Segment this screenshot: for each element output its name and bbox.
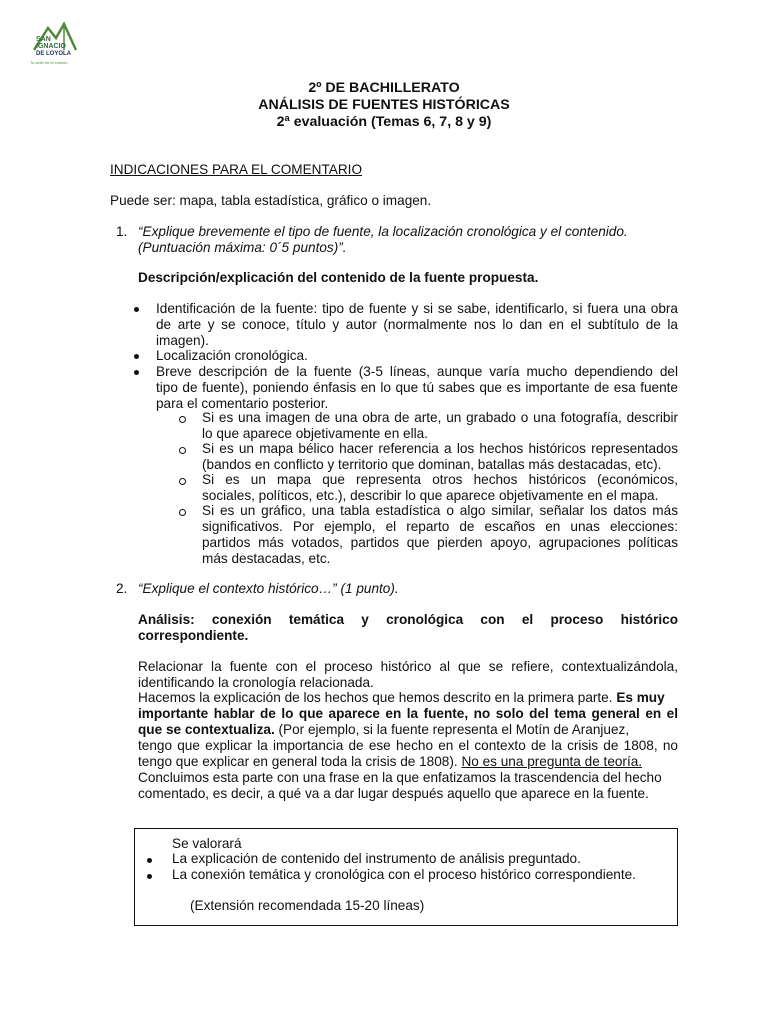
header-line-1: 2º DE BACHILLERATO (308, 80, 460, 96)
bullet-dot (147, 858, 152, 863)
sub4-line-4: más destacadas, etc. (202, 551, 331, 566)
bullet1-line-2: de arte y se conoce, título y autor (normalmente nos lo dan en el subtítulo de la (156, 317, 678, 332)
q1-number: 1. (116, 224, 128, 239)
school-logo (30, 20, 80, 65)
bullet3-line-1: Breve descripción de la fuente (3-5 líneas, aunque varía mucho dependiendo del (156, 364, 678, 379)
box-item-2: La conexión temática y cronológica con el proceso histórico correspondiente. (172, 867, 636, 882)
sub3-line-2: sociales, políticos, etc.), describir lo que aparece objetivamente en el mapa. (202, 488, 659, 503)
logo-tagline: Tu sello en el camino (30, 60, 68, 65)
header-line-2: ANÁLISIS DE FUENTES HISTÓRICAS (258, 97, 510, 113)
bullet3-line-3: para el comentario posterior. (156, 396, 329, 411)
sub-bullet-circle (179, 509, 186, 516)
q2-p2-line-5a: tengo que explicar en general toda la crisis de 1808). (138, 754, 458, 769)
sub1-line-2: lo que aparece objetivamente en ella. (202, 426, 428, 441)
box-item-1: La explicación de contenido del instrumento de análisis preguntado. (172, 851, 581, 866)
sub2-line-2: (bandos en conflicto y territorio que dominan, batallas más destacadas, etc). (202, 457, 662, 472)
box-title: Se valorará (172, 836, 242, 851)
q2-p1-line-2: identificando la cronología relacionada. (138, 675, 374, 690)
bullet2-line: Localización cronológica. (156, 348, 308, 363)
intro-text: Puede ser: mapa, tabla estadística, gráfico o imagen. (110, 193, 432, 208)
box-note: (Extensión recomendada 15-20 líneas) (190, 898, 425, 913)
q2-p2-line-5 (138, 754, 642, 770)
logo-text-1: SAN (36, 36, 51, 43)
bullet-dot (134, 370, 139, 375)
sub2-line-1: Si es un mapa bélico hacer referencia a los hechos históricos representados (202, 441, 678, 456)
sub-bullet-circle (179, 416, 186, 423)
q2-p2-line-1a: Hacemos la explicación de los hechos que hemos descrito en la primera parte. (138, 690, 613, 705)
logo-text-2: IGNACIO (36, 43, 66, 50)
bullet-dot (134, 354, 139, 359)
sub4-line-2: significativos. Por ejemplo, el reparto de escaños en unas elecciones: (202, 519, 678, 534)
q2-heading-1: Análisis: conexión temática y cronológica con el proceso histórico (138, 612, 678, 627)
q2-p2-line-2: importante hablar de lo que aparece en la fuente, no solo del tema general en el (138, 706, 678, 721)
header-line-3: 2ª evaluación (Temas 6, 7, 8 y 9) (276, 114, 492, 130)
sub3-line-1: Si es un mapa que representa otros hechos históricos (económicos, (202, 472, 678, 487)
q2-p2-line-7: comentado, es decir, a qué va a dar lugar después aquello que aparece en la fuente. (138, 786, 649, 801)
q2-p2-line-5b: No es una pregunta de teoría. (461, 754, 643, 769)
section-title: INDICACIONES PARA EL COMENTARIO (110, 162, 363, 177)
bullet1-line-3: imagen). (156, 333, 209, 348)
sub-bullet-circle (179, 478, 186, 485)
q2-line-1: “Explique el contexto histórico…” (1 punto). (138, 581, 399, 596)
q2-p2-line-4: tengo que explicar la importancia de ese hecho en el contexto de la crisis de 1808, no (138, 738, 678, 753)
q2-heading-2: correspondiente. (138, 628, 249, 643)
q2-p2-line-1b: Es muy (616, 690, 665, 705)
q2-p2-line-3b: que se contextualiza. (138, 722, 275, 737)
q2-p2-line-3 (138, 722, 678, 738)
q2-p2-line-6: Concluimos esta parte con una frase en la que enfatizamos la trascendencia del hecho (138, 770, 662, 785)
bullet-dot (134, 307, 139, 312)
sub1-line-1: Si es una imagen de una obra de arte, un grabado o una fotografía, describir (202, 410, 678, 425)
logo-text-3: DE LOYOLA (36, 51, 72, 57)
q1-heading: Descripción/explicación del contenido de la fuente propuesta. (138, 270, 539, 285)
q2-p2-line-1 (138, 690, 665, 706)
bullet1-line-1: Identificación de la fuente: tipo de fuente y si se sabe, identificarlo, si fuera una obra (156, 301, 678, 316)
sub4-line-1: Si es un gráfico, una tabla estadística o algo similar, señalar los datos más (202, 503, 678, 518)
sub4-line-3: partidos más votados, partidos que pierden apoyo, agrupaciones políticas (202, 535, 678, 550)
q2-p2-line-3c: (Por ejemplo, si la fuente representa el Motín de Aranjuez, (278, 722, 630, 737)
q2-number: 2. (116, 581, 128, 596)
bullet-dot (147, 874, 152, 879)
bullet3-line-2: tipo de fuente), poniendo énfasis en lo que tú sabes que es importante de esa fuente (156, 380, 678, 395)
q1-line-1: “Explique brevemente el tipo de fuente, la localización cronológica y el contenido. (138, 224, 628, 239)
sub-bullet-circle (179, 447, 186, 454)
q2-p1-line-1: Relacionar la fuente con el proceso histórico al que se refiere, contextualizándola, (138, 659, 678, 674)
q1-line-2: (Puntuación máxima: 0´5 puntos)”. (138, 240, 347, 255)
